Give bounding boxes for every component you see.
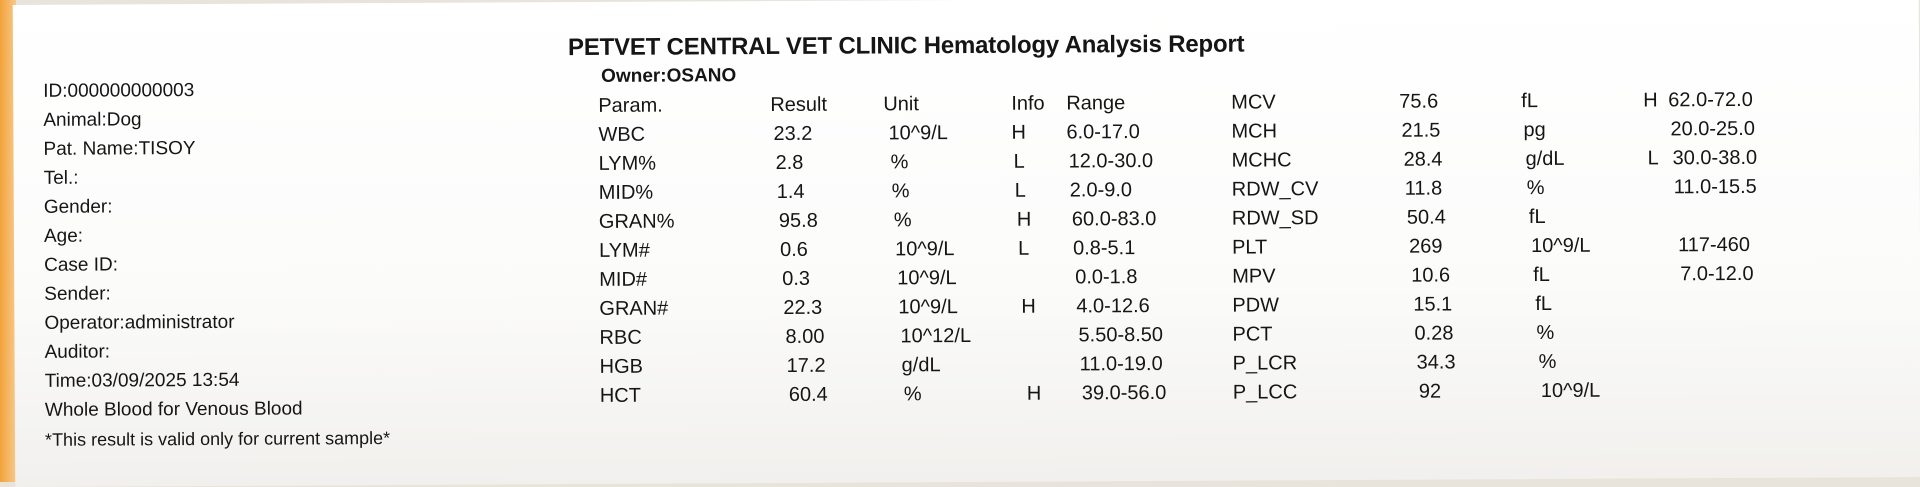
- range-cell: 0.8-5.1: [1072, 237, 1136, 260]
- range-cell: 4.0-12.6: [1076, 295, 1150, 318]
- info-flag: H: [1021, 295, 1036, 318]
- patient-sender: Sender:: [44, 283, 111, 305]
- table-row: [1232, 259, 1832, 291]
- header-range: Range: [1066, 92, 1126, 115]
- range-cell: 5.50-8.50: [1078, 323, 1164, 347]
- result-cell: 0.3: [782, 267, 811, 290]
- range-cell: 117-460: [1677, 233, 1751, 257]
- table-row: [599, 176, 1219, 208]
- header-unit: Unit: [883, 93, 919, 116]
- table-row: [599, 205, 1219, 237]
- unit-cell: %: [1526, 176, 1545, 200]
- param-cell: PCT: [1232, 323, 1273, 346]
- unit-cell: %: [891, 180, 910, 203]
- table-row: [599, 263, 1219, 295]
- range-cell: 39.0-56.0: [1081, 381, 1167, 405]
- report-paper: [13, 0, 1920, 487]
- unit-cell: fL: [1528, 205, 1546, 229]
- result-cell: 95.8: [778, 209, 818, 232]
- range-cell: 11.0-15.5: [1673, 175, 1757, 199]
- result-cell: 1.4: [776, 180, 805, 203]
- range-cell: 62.0-72.0: [1668, 88, 1753, 112]
- param-cell: RBC: [599, 326, 642, 349]
- info-flag: H: [1011, 121, 1026, 144]
- table-row: [1232, 230, 1832, 262]
- result-cell: 23.2: [773, 122, 813, 146]
- unit-cell: 10^9/L: [888, 122, 948, 145]
- param-cell: LYM#: [598, 239, 650, 262]
- table-row: [599, 234, 1219, 266]
- param-cell: RDW_CV: [1231, 178, 1319, 201]
- range-cell: 2.0-9.0: [1069, 179, 1133, 202]
- result-cell: 34.3: [1416, 351, 1456, 374]
- patient-auditor: Auditor:: [44, 341, 111, 363]
- patient-gender: Gender:: [43, 196, 113, 218]
- report-title: PETVET CENTRAL VET CLINIC Hematology Analysis Report: [567, 30, 1245, 62]
- param-cell: MCHC: [1231, 149, 1292, 172]
- param-cell: GRAN#: [599, 297, 669, 320]
- patient-name: Pat. Name:TISOY: [43, 138, 196, 160]
- table-row: [600, 379, 1220, 411]
- unit-cell: fL: [1533, 263, 1550, 287]
- result-cell: 75.6: [1399, 90, 1439, 113]
- owner-label: Owner:OSANO: [601, 65, 737, 87]
- param-cell: HCT: [599, 384, 641, 407]
- unit-cell: 10^9/L: [894, 238, 955, 261]
- patient-age: Age:: [43, 225, 84, 247]
- result-cell: 17.2: [786, 354, 826, 377]
- result-cell: 22.3: [783, 296, 823, 319]
- table-row: [1232, 317, 1832, 349]
- param-cell: LYM%: [598, 152, 657, 175]
- patient-animal: Animal:Dog: [43, 109, 142, 131]
- table-row: [600, 350, 1220, 382]
- table-row: [1233, 346, 1833, 378]
- unit-cell: 10^9/L: [897, 267, 957, 290]
- range-cell: 12.0-30.0: [1068, 150, 1154, 173]
- param-cell: MCV: [1231, 91, 1276, 114]
- result-cell: 92: [1418, 380, 1442, 403]
- range-cell: 0.0-1.8: [1075, 266, 1138, 289]
- header-param: Param.: [598, 94, 663, 117]
- result-cell: 0.6: [779, 238, 808, 261]
- param-cell: PDW: [1232, 294, 1280, 317]
- param-cell: MID%: [598, 181, 654, 204]
- unit-cell: %: [1536, 321, 1555, 345]
- patient-id: ID:000000000003: [43, 80, 195, 102]
- table-row: [1231, 114, 1831, 146]
- patient-tel: Tel.:: [43, 167, 79, 189]
- table-row: [1232, 201, 1832, 233]
- unit-cell: fL: [1521, 90, 1539, 113]
- unit-cell: 10^12/L: [900, 324, 972, 348]
- table-row: [599, 292, 1219, 324]
- range-cell: 30.0-38.0: [1672, 146, 1758, 170]
- table-row: [599, 321, 1219, 353]
- patient-info: [43, 75, 390, 455]
- table-row: [1233, 375, 1833, 407]
- range-cell: 6.0-17.0: [1066, 121, 1140, 144]
- range-cell: 60.0-83.0: [1071, 208, 1157, 231]
- result-cell: 2.8: [775, 151, 804, 175]
- footnote: *This result is valid only for current sample*: [44, 428, 391, 450]
- result-cell: 11.8: [1404, 177, 1443, 200]
- info-flag: L: [1014, 179, 1026, 202]
- patient-operator: Operator:administrator: [44, 311, 235, 334]
- patient-case-id: Case ID:: [44, 254, 119, 276]
- param-cell: WBC: [598, 123, 646, 146]
- info-flag: L: [1013, 150, 1025, 173]
- table-row: [598, 118, 1218, 150]
- unit-cell: %: [903, 383, 922, 406]
- table-row: [1231, 85, 1831, 117]
- unit-cell: 10^9/L: [1530, 234, 1591, 258]
- result-cell: 10.6: [1411, 264, 1451, 287]
- unit-cell: fL: [1535, 292, 1553, 316]
- param-cell: MCH: [1231, 120, 1278, 143]
- result-cell: 269: [1408, 235, 1443, 258]
- result-cell: 21.5: [1401, 119, 1441, 142]
- range-cell: 20.0-25.0: [1670, 117, 1755, 141]
- unit-cell: %: [890, 151, 909, 174]
- table-row: [599, 147, 1219, 179]
- sample-type: Whole Blood for Venous Blood: [44, 398, 303, 421]
- results-table-left: [598, 89, 1220, 411]
- param-cell: HGB: [599, 355, 644, 378]
- patient-time: Time:03/09/2025 13:54: [44, 369, 240, 392]
- unit-cell: g/dL: [1525, 147, 1565, 171]
- unit-cell: %: [893, 209, 912, 232]
- unit-cell: 10^9/L: [898, 296, 958, 319]
- range-cell: 7.0-12.0: [1680, 262, 1754, 286]
- info-flag: L: [1647, 147, 1659, 170]
- table-row: [1232, 172, 1832, 204]
- param-cell: RDW_SD: [1231, 207, 1319, 230]
- range-cell: 11.0-19.0: [1079, 352, 1163, 376]
- param-cell: P_LCR: [1232, 352, 1298, 375]
- unit-cell: %: [1538, 350, 1557, 374]
- info-flag: L: [1017, 237, 1030, 260]
- header-info: Info: [1011, 92, 1045, 115]
- param-cell: GRAN%: [598, 210, 675, 233]
- results-table-right: [1231, 85, 1833, 407]
- result-cell: 50.4: [1406, 206, 1446, 229]
- param-cell: P_LCC: [1232, 381, 1298, 404]
- header-result: Result: [770, 93, 828, 117]
- result-cell: 60.4: [788, 383, 828, 406]
- table-row: [1232, 143, 1832, 175]
- result-cell: 8.00: [785, 325, 825, 348]
- table-header: [598, 89, 1218, 121]
- unit-cell: pg: [1523, 118, 1546, 142]
- info-flag: H: [1016, 208, 1032, 231]
- param-cell: MPV: [1232, 265, 1276, 288]
- param-cell: MID#: [599, 268, 648, 291]
- result-cell: 0.28: [1414, 322, 1454, 345]
- result-cell: 15.1: [1413, 293, 1453, 316]
- info-flag: H: [1026, 382, 1042, 405]
- unit-cell: g/dL: [901, 354, 941, 377]
- unit-cell: 10^9/L: [1540, 379, 1601, 402]
- param-cell: PLT: [1231, 236, 1268, 259]
- info-flag: H: [1643, 89, 1658, 112]
- table-row: [1232, 288, 1832, 320]
- result-cell: 28.4: [1403, 148, 1443, 171]
